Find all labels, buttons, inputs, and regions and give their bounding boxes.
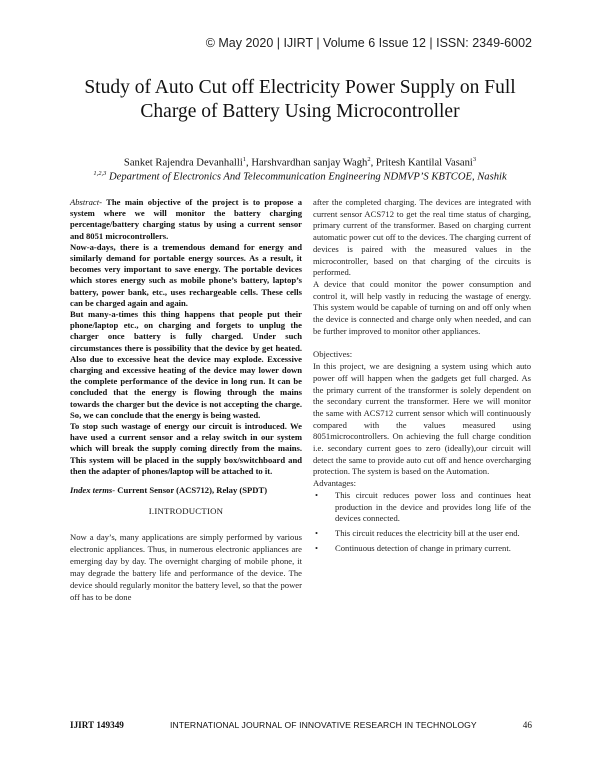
left-column (70, 197, 302, 603)
footer-journal-name: INTERNATIONAL JOURNAL OF INNOVATIVE RESEARCH IN TECHNOLOGY (169, 720, 477, 730)
index-terms (70, 485, 302, 496)
affiliation-text: Department of Electronics And Telecommunication Engineering NDMVP’S KBTCOE, Nashik (106, 171, 507, 183)
paper-title-line-1: Study of Auto Cut off Electricity Power Supply on Full (84, 77, 516, 98)
affiliation-mark: 1,2,3 (93, 170, 107, 177)
advantages-list (313, 490, 531, 555)
author-1-affiliation-mark: 1 (242, 156, 247, 163)
abstract-paragraph-1 (70, 197, 302, 242)
author-2: Harshvardhan sanjay Wagh (251, 157, 368, 169)
right-column (313, 197, 531, 557)
paper-title-line-2: Charge of Battery Using Microcontroller (140, 101, 460, 122)
index-terms-label: Index terms- (70, 485, 116, 496)
bullet-icon: • (315, 489, 319, 500)
right-paragraph-2: A device that could monitor the power consumption and control it, will help vastly in reducing the wastage of energy. This system would be capable of turning on and off only when the device is connected and charge only when needed, and can be further improved to monitor other appliances. (313, 278, 531, 336)
paper-title (40, 76, 560, 124)
bullet-icon: • (315, 542, 319, 553)
abstract (70, 197, 302, 477)
advantage-item-text: This circuit reduces power loss and continues heat production in the device and provides long life of the devices connected. (335, 489, 531, 524)
objectives-heading: Objectives: (313, 349, 353, 360)
abstract-paragraph-2: Now-a-days, there is a tremendous demand for energy and similarly demand for portable energy sources. As a result, it becomes very important to save energy. The portable devices which stores energy such as mobile phone’s battery, laptop’s battery, power bank, etc., uses rechargeable cells. These cells can be charged again and again. (70, 241, 302, 308)
author-3: Pritesh Kantilal Vasani (375, 157, 473, 169)
page-footer (70, 720, 532, 730)
advantage-item (315, 542, 531, 555)
abstract-paragraph-1-text: The main objective of the project is to propose a system where we will monitor the battery charging percentage/battery charging status by using a current sensor and 8051 microcontrollers. (70, 197, 302, 241)
bullet-icon: • (315, 527, 319, 538)
advantage-item (315, 489, 531, 525)
abstract-label: Abstract- (70, 197, 102, 207)
page-number: 46 (522, 720, 532, 730)
advantage-item-text: This circuit reduces the electricity bill at the user end. (335, 527, 520, 538)
objectives-paragraph: In this project, we are designing a system using which auto power off will happen when the gadgets get full charged. As the primary current of the transformer is solely dependent on the secondary current the transformer. Here we will monitor the same with ACS712 current sensor which will continuously compared with the values measured using 8051microcontrollers. On achieving the full charge condition i.e. secondary current goes to zero (ideally),our circuit will detect the same to provide auto cut off and hence overcharging protection. The system is based on the Automation. (313, 361, 531, 477)
advantages-heading: Advantages: (313, 478, 356, 489)
abstract-paragraph-3: But many-a-times this thing happens that people put their phone/laptop etc., on charging and forgets to unplug the charger once battery is fully charged. Under such circumstances there is possibility that the device by get heated. Also due to excessive heat the device may explode. Excessive charging and excessive heating of the device may lower down the complete performance of the device in long run. It can be concluded that the energy is flowing through the mains towards the charger but the device is not accepting the charge. So, we can conclude that the energy is being wasted. (70, 309, 302, 420)
affiliation (40, 167, 560, 185)
right-paragraph-1: after the completed charging. The devices are integrated with current sensor ACS712 to get the real time status of charging, primary current of the transformer. Based on charging current automatic power cut off to the devices. The charging current of devices is paired with the measured values in the microcontroller, based on that charging of the circuits is performed. (313, 197, 531, 278)
footer-paper-id: IJIRT 149349 (70, 720, 124, 730)
author-3-affiliation-mark: 3 (472, 156, 477, 163)
journal-header: © May 2020 | IJIRT | Volume 6 Issue 12 | ISSN: 2349-6002 (205, 36, 532, 50)
advantage-item-text: Continuous detection of change in primary current. (335, 542, 511, 553)
author-1: Sanket Rajendra Devanhalli (123, 157, 243, 169)
index-terms-text: Current Sensor (ACS712), Relay (SPDT) (115, 485, 268, 496)
advantage-item (315, 527, 531, 540)
author-separator: , (246, 157, 252, 169)
abstract-paragraph-4: To stop such wastage of energy our circuit is introduced. We have used a current sensor and a relay switch in our system which will break the supply coming directly from the mains. This system will be placed in the supply box/switchboard and then the adapter of phones/laptop will be attached to it. (70, 421, 302, 476)
introduction-heading: I.INTRODUCTION (148, 506, 224, 517)
author-separator: , (370, 157, 376, 169)
author-2-affiliation-mark: 2 (367, 156, 371, 163)
introduction-paragraph-1: Now a day’s, many applications are simply performed by various electronic appliances. Thus, in numerous electronic appliances are emerging day by day. The overnight charging of mobile phone, it may degrade the battery life and performance of the device. The device should regularly monitor the battery level, so that the power off has to be done (70, 532, 302, 603)
